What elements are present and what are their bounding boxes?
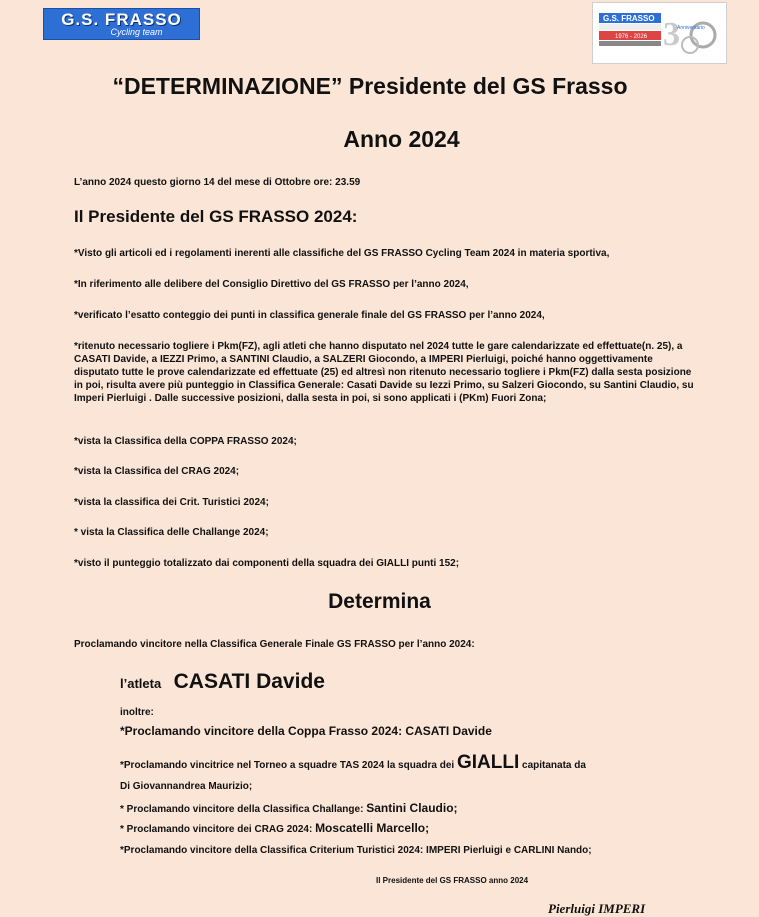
determina-heading: Determina <box>328 590 431 613</box>
crag-line <box>120 821 429 835</box>
consideration-8: * vista la Classifica delle Challange 2024; <box>74 527 269 538</box>
inoltre-label: inoltre: <box>120 707 154 718</box>
president-heading: Il Presidente del GS FRASSO 2024: <box>74 207 358 226</box>
consideration-9: *visto il punteggio totalizzato dai componenti della squadra dei GIALLI punti 152; <box>74 558 460 569</box>
team-captain: Di Giovannandrea Maurizio; <box>120 781 253 792</box>
anniversary-logo <box>592 2 727 64</box>
svg-text:Anniversario: Anniversario <box>677 25 705 31</box>
signer-title: Il Presidente del GS FRASSO anno 2024 <box>376 876 529 885</box>
document-title: “DETERMINAZIONE” Presidente del GS Frasso <box>112 73 628 99</box>
team-name: GIALLI <box>456 752 520 773</box>
consideration-5: *vista la Classifica della COPPA FRASSO 2024; <box>74 436 297 447</box>
winner-line <box>120 670 325 694</box>
proclaim-intro: Proclamando vincitore nella Classifica Generale Finale GS FRASSO per l’anno 2024: <box>74 639 475 650</box>
challange-line-pre: * Proclamando vincitore della Classifica Challange: <box>120 804 364 815</box>
winner-prefix: l’atleta <box>120 676 162 691</box>
logo-title: G.S. FRASSO <box>61 10 182 29</box>
consideration-2: *In riferimento alle delibere del Consiglio Direttivo del GS FRASSO per l’anno 2024, <box>74 279 469 290</box>
consideration-7: *vista la classifica dei Crit. Turistici 2024; <box>74 497 269 508</box>
consideration-4: *ritenuto necessario togliere i Pkm(FZ), agli atleti che hanno disputato nel 2024 tutte le gare calendarizzate ed effettuate(n. 25), a CASATI Davide, a IEZZI Primo, a SANTINI Claudio, a SALZERI Giocondo, a IMPERI Pierluigi, poiché hanno oggettivamente disputato tutte le prove calendarizzate ed effettuate (25) ed altresì non ritenuto necessario togliere i Pkm(FZ) dalla sesta posizione in poi, risulta avere più punteggio in Classifica Generale: Casati Davide su Iezzi Primo, su Salzeri Giocondo, su Santini Claudio, su Imperi Pierluigi . Dalle successive posizioni, dalla sesta in poi, si sono applicati i (PKm) Fuori Zona; <box>74 341 694 404</box>
anniversary-logo-graphic <box>593 3 726 63</box>
winner-name: CASATI Davide <box>173 670 325 693</box>
consideration-6: *vista la Classifica del CRAG 2024; <box>74 466 240 477</box>
svg-text:G.S. FRASSO: G.S. FRASSO <box>603 14 655 23</box>
consideration-1: *Visto gli articoli ed i regolamenti inerenti alle classifiche del GS FRASSO Cycling Team 2024 in materia sportiva, <box>74 248 610 259</box>
crag-winner: Moscatelli Marcello; <box>315 821 430 835</box>
date-line: L’anno 2024 questo giorno 14 del mese di Ottobre ore: 23.59 <box>74 177 361 188</box>
svg-text:1976 - 2026: 1976 - 2026 <box>615 34 648 40</box>
team-line-post: capitanata da <box>522 760 586 771</box>
criterium-line: *Proclamando vincitore della Classifica Criterium Turistici 2024: IMPERI Pierluigi e CARLINI Nando; <box>120 845 592 856</box>
svg-text:3: 3 <box>663 16 680 53</box>
crag-line-pre: * Proclamando vincitore dei CRAG 2024: <box>120 824 313 835</box>
gs-frasso-logo <box>43 8 200 40</box>
team-line-pre: *Proclamando vincitrice nel Torneo a squadre TAS 2024 la squadra dei <box>120 760 455 771</box>
logo-subtitle: Cycling team <box>110 27 163 37</box>
challange-winner: Santini Claudio; <box>366 801 458 815</box>
team-line <box>120 752 586 774</box>
challange-line <box>120 801 458 815</box>
signature: Pierluigi IMPERI <box>548 901 646 916</box>
coppa-line: *Proclamando vincitore della Coppa Frasso 2024: CASATI Davide <box>120 724 492 738</box>
consideration-3: *verificato l’esatto conteggio dei punti in classifica generale finale del GS FRASSO per l’anno 2024, <box>74 310 545 321</box>
year-title: Anno 2024 <box>343 126 460 152</box>
